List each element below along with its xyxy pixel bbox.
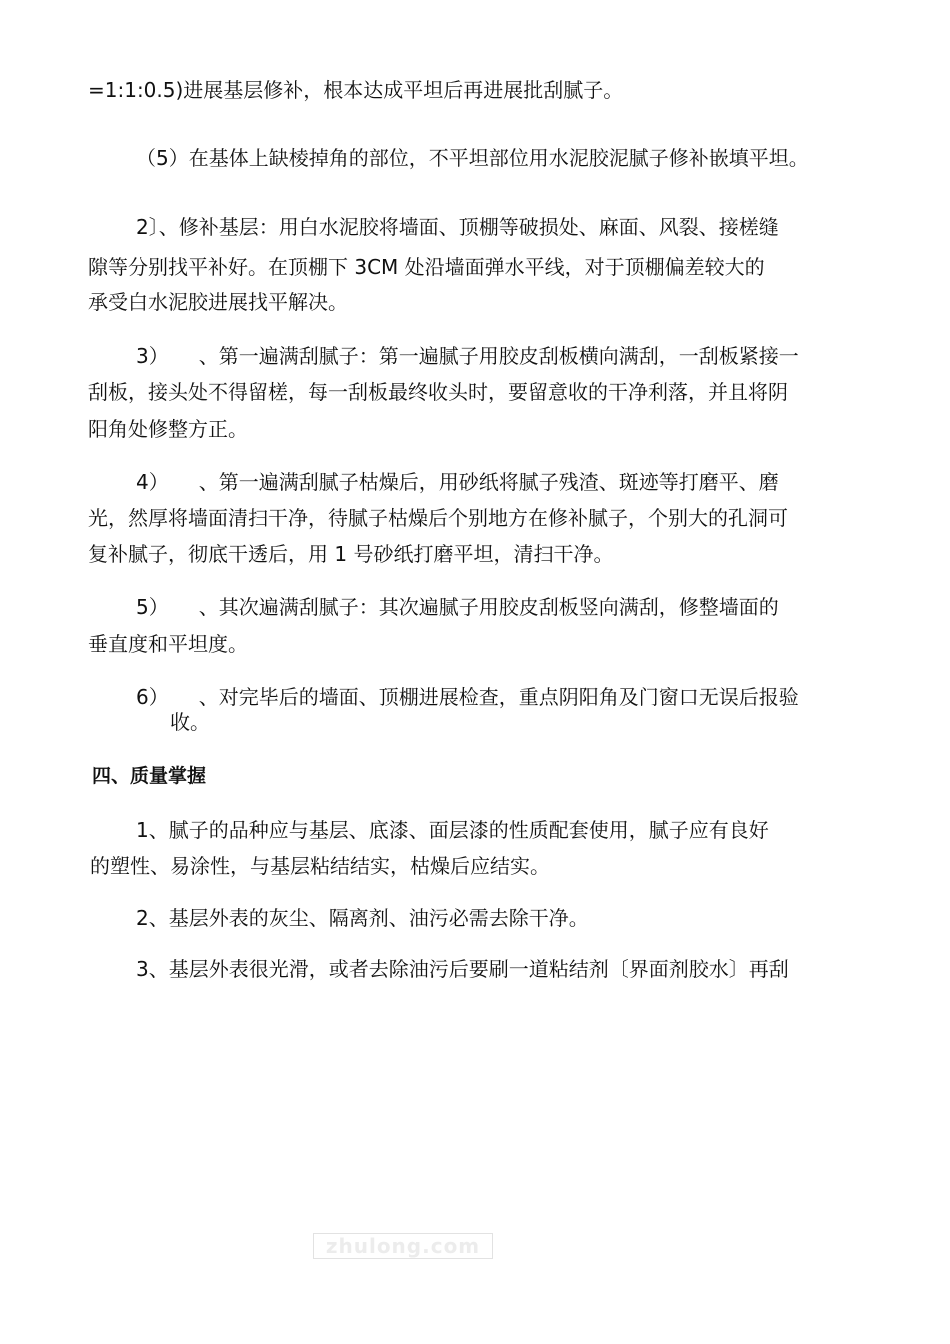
paragraph-line: 3、基层外表很光滑，或者去除油污后要刷一道粘结剂〔界面剂胶水〕再刮 [136, 957, 789, 981]
watermark: zhulong.com [313, 1233, 493, 1259]
paragraph-line: 承受白水泥胶进展找平解决。 [88, 290, 348, 314]
item-text: 、其次遍满刮腻子：其次遍腻子用胶皮刮板竖向满刮，修整墙面的 [198, 595, 779, 619]
item-number: 5） [136, 595, 169, 619]
item-text: 、第一遍满刮腻子枯燥后，用砂纸将腻子残渣、斑迹等打磨平、磨 [198, 470, 779, 494]
paragraph-line [136, 470, 779, 494]
paragraph-line: 2〕、修补基层：用白水泥胶将墙面、顶棚等破损处、麻面、风裂、接槎缝 [136, 215, 779, 239]
paragraph-line: 垂直度和平坦度。 [88, 632, 248, 656]
paragraph-line [136, 344, 799, 368]
paragraph-line: 刮板，接头处不得留槎，每一刮板最终收头时，要留意收的干净利落，并且将阴 [88, 380, 788, 404]
paragraph-line: （5）在基体上缺棱掉角的部位，不平坦部位用水泥胶泥腻子修补嵌填平坦。 [136, 146, 809, 170]
paragraph-line [136, 685, 799, 709]
paragraph-line: 阳角处修整方正。 [88, 417, 248, 441]
item-number: 3） [136, 344, 169, 368]
item-text: 、对完毕后的墙面、顶棚进展检查，重点阴阳角及门窗口无误后报验 [198, 685, 799, 709]
item-number: 6） [136, 685, 169, 709]
paragraph-line: 1、腻子的品种应与基层、底漆、面层漆的性质配套使用，腻子应有良好 [136, 818, 769, 842]
paragraph-line: 光，然厚将墙面清扫干净，待腻子枯燥后个别地方在修补腻子，个别大的孔洞可 [88, 506, 788, 530]
paragraph-line [136, 595, 779, 619]
paragraph-line: 2、基层外表的灰尘、隔离剂、油污必需去除干净。 [136, 906, 589, 930]
item-text: 、第一遍满刮腻子：第一遍腻子用胶皮刮板横向满刮，一刮板紧接一 [198, 344, 799, 368]
paragraph-line: 复补腻子，彻底干透后，用 1 号砂纸打磨平坦，清扫干净。 [88, 542, 614, 566]
item-number: 4） [136, 470, 169, 494]
paragraph-line: 收。 [170, 710, 210, 734]
paragraph-line: 的塑性、易涂性，与基层粘结结实，枯燥后应结实。 [90, 854, 550, 878]
section-heading: 四、质量掌握 [92, 765, 207, 787]
paragraph-line: =1:1:0.5)进展基层修补，根本达成平坦后再进展批刮腻子。 [88, 78, 624, 102]
paragraph-line: 隙等分别找平补好。在顶棚下 3CM 处沿墙面弹水平线，对于顶棚偏差较大的 [88, 255, 765, 279]
